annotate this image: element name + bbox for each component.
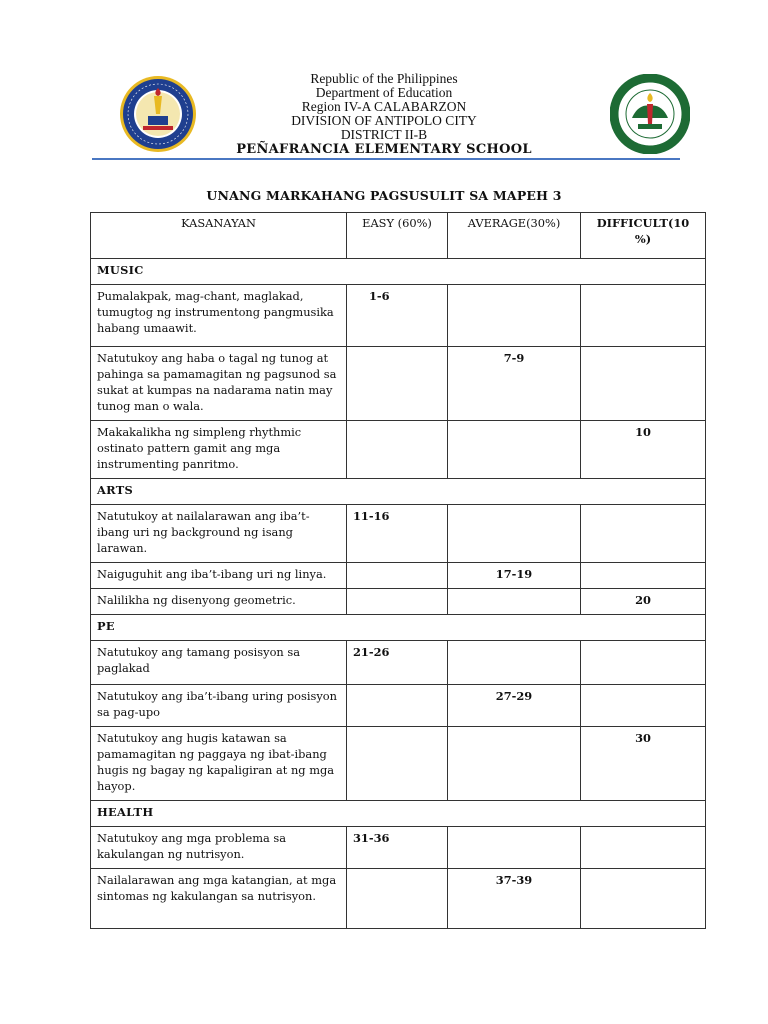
easy-cell: 31-36: [347, 827, 448, 869]
table-row: [91, 869, 706, 929]
section-label: HEALTH: [91, 801, 706, 827]
table-row: [91, 505, 706, 563]
easy-cell: 21-26: [347, 641, 448, 685]
average-cell: [448, 727, 581, 801]
average-cell: [448, 505, 581, 563]
average-cell: 27-29: [448, 685, 581, 727]
difficult-cell: 10: [581, 421, 706, 479]
table-row: [91, 421, 706, 479]
easy-cell: [347, 347, 448, 421]
skill-cell: Natutukoy ang haba o tagal ng tunog at pahinga sa pamamagitan ng pagsunod sa sukat at kumpas na nadarama natin may tunog man o wala.: [91, 347, 347, 421]
easy-cell: [347, 685, 448, 727]
table-of-specifications: [90, 212, 706, 929]
skill-cell: Nailalarawan ang mga katangian, at mga sintomas ng kakulangan sa nutrisyon.: [91, 869, 347, 929]
average-cell: [448, 285, 581, 347]
easy-cell: 1-6: [347, 285, 448, 347]
letterhead-line-department: Department of Education: [315, 85, 453, 100]
table-row: [91, 563, 706, 589]
section-row-health: [91, 801, 706, 827]
table-row: [91, 285, 706, 347]
table-row: [91, 827, 706, 869]
difficult-cell: [581, 641, 706, 685]
document-title: UNANG MARKAHANG PAGSUSULIT SA MAPEH 3: [206, 188, 562, 203]
skill-cell: Makakalikha ng simpleng rhythmic ostinato pattern gamit ang mga instrumenting panritmo.: [91, 421, 347, 479]
difficult-cell: [581, 869, 706, 929]
table-row: [91, 727, 706, 801]
difficult-cell: 30: [581, 727, 706, 801]
header-easy: EASY (60%): [347, 213, 448, 259]
section-label: ARTS: [91, 479, 706, 505]
easy-cell: [347, 869, 448, 929]
average-cell: [448, 421, 581, 479]
skill-cell: Natutukoy ang iba’t-ibang uring posisyon sa pag-upo: [91, 685, 347, 727]
difficult-cell: [581, 505, 706, 563]
header-divider: [92, 158, 680, 160]
header-difficult: DIFFICULT(10 %): [581, 213, 706, 259]
skill-cell: Natutukoy ang hugis katawan sa pamamagitan ng paggaya ng ibat-ibang hugis ng bagay ng kapaligiran at ng mga hayop.: [91, 727, 347, 801]
average-cell: 17-19: [448, 563, 581, 589]
table-row: [91, 589, 706, 615]
difficult-cell: [581, 563, 706, 589]
average-cell: 37-39: [448, 869, 581, 929]
easy-cell: [347, 589, 448, 615]
average-cell: [448, 641, 581, 685]
section-row-arts: [91, 479, 706, 505]
section-label: MUSIC: [91, 259, 706, 285]
easy-cell: 11-16: [347, 505, 448, 563]
easy-cell: [347, 727, 448, 801]
difficult-cell: [581, 685, 706, 727]
section-row-pe: [91, 615, 706, 641]
letterhead-line-republic: Republic of the Philippines: [310, 71, 458, 86]
table-row: [91, 347, 706, 421]
difficult-cell: 20: [581, 589, 706, 615]
skill-cell: Naiguguhit ang iba’t-ibang uri ng linya.: [91, 563, 347, 589]
skill-cell: Natutukoy ang tamang posisyon sa paglakad: [91, 641, 347, 685]
table-row: [91, 685, 706, 727]
letterhead: [0, 72, 768, 157]
skill-cell: Natutukoy at nailalarawan ang iba’t-ibang uri ng background ng isang larawan.: [91, 505, 347, 563]
school-name: PEÑAFRANCIA ELEMENTARY SCHOOL: [236, 142, 532, 157]
letterhead-line-region: Region IV-A CALABARZON: [301, 99, 467, 114]
average-cell: [448, 589, 581, 615]
easy-cell: [347, 421, 448, 479]
skill-cell: Nalilikha ng disenyong geometric.: [91, 589, 347, 615]
average-cell: 7-9: [448, 347, 581, 421]
difficult-cell: [581, 827, 706, 869]
difficult-cell: [581, 347, 706, 421]
header-average: AVERAGE(30%): [448, 213, 581, 259]
table-header-row: [91, 213, 706, 259]
section-row-music: [91, 259, 706, 285]
table-row: [91, 641, 706, 685]
letterhead-line-division: DIVISION OF ANTIPOLO CITY: [291, 113, 477, 128]
section-label: PE: [91, 615, 706, 641]
skill-cell: Pumalakpak, mag-chant, maglakad, tumugtog ng instrumentong pangmusika habang umaawit.: [91, 285, 347, 347]
letterhead-line-district: DISTRICT II-B: [340, 127, 428, 142]
skill-cell: Natutukoy ang mga problema sa kakulangan ng nutrisyon.: [91, 827, 347, 869]
average-cell: [448, 827, 581, 869]
easy-cell: [347, 563, 448, 589]
header-kasanayan: KASANAYAN: [91, 213, 347, 259]
difficult-cell: [581, 285, 706, 347]
